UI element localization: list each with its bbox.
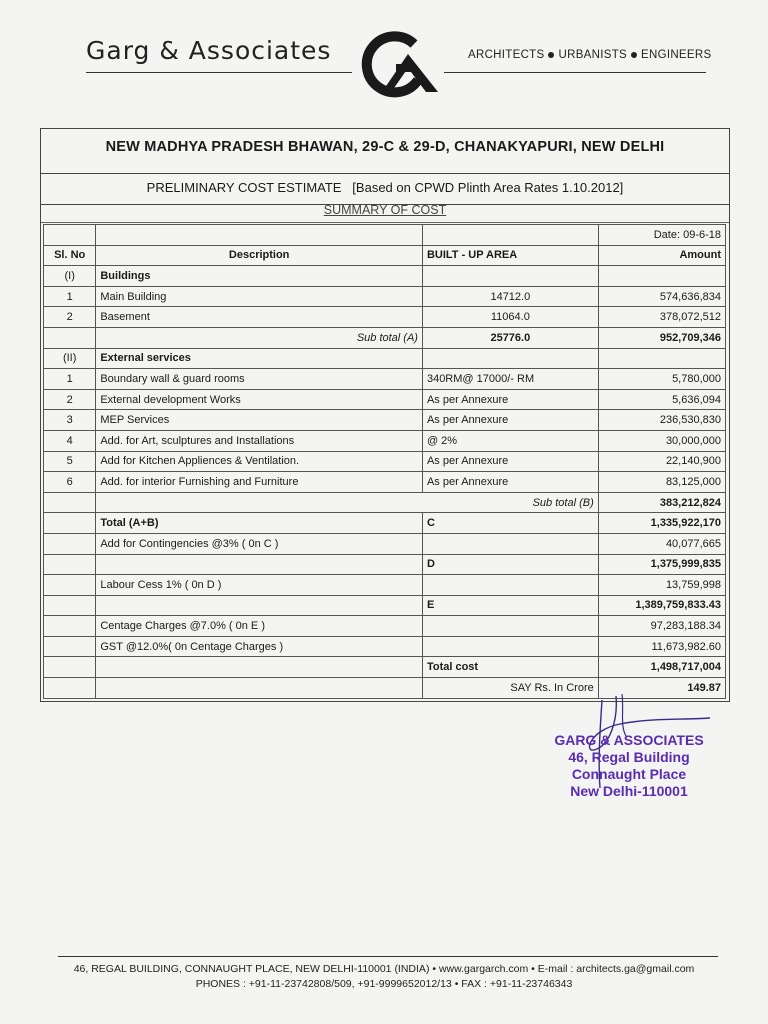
header-description: Description — [96, 245, 423, 266]
row-sl-no: 4 — [44, 430, 96, 451]
subtitle-row — [41, 174, 729, 205]
table-row — [44, 657, 726, 678]
row-amount: 1,389,759,833.43 — [598, 595, 725, 616]
estimate-subtitle: PRELIMINARY COST ESTIMATE [Based on CPWD Plinth Area Rates 1.10.2012] — [146, 180, 624, 195]
footer-address: 46, REGAL BUILDING, CONNAUGHT PLACE, NEW DELHI-110001 (INDIA) • www.gargarch.com • E-mail : architects.ga@gmail.com — [73, 963, 695, 975]
header-amount: Amount — [598, 245, 725, 266]
row-description: Boundary wall & guard rooms — [96, 369, 423, 390]
row-description: Main Building — [96, 286, 423, 307]
footer-phones: PHONES : +91-11-23742808/509, +91-9999652012/13 • FAX : +91-11-23746343 — [195, 978, 573, 990]
row-sl-no — [44, 554, 96, 575]
project-title: NEW MADHYA PRADESH BHAWAN, 29-C & 29-D, CHANAKYAPURI, NEW DELHI — [105, 139, 665, 155]
cost-table — [43, 224, 726, 699]
row-amount: 952,709,346 — [598, 327, 725, 348]
row-sl-no: 2 — [44, 307, 96, 328]
table-row — [44, 636, 726, 657]
row-sl-no: (I) — [44, 266, 96, 287]
row-built-up-area: As per Annexure — [422, 451, 598, 472]
table-row — [44, 575, 726, 596]
row-built-up-area — [422, 533, 598, 554]
header-built-up-area: BUILT - UP AREA — [422, 245, 598, 266]
row-description: Sub total (B) — [96, 492, 598, 513]
row-built-up-area: As per Annexure — [422, 389, 598, 410]
table-row — [44, 533, 726, 554]
row-description — [96, 595, 423, 616]
table-row — [44, 492, 726, 513]
row-built-up-area — [422, 348, 598, 369]
table-row — [44, 595, 726, 616]
stamp-line: Connaught Place — [571, 766, 687, 782]
table-row — [44, 430, 726, 451]
row-description: Labour Cess 1% ( 0n D ) — [96, 575, 423, 596]
row-sl-no — [44, 636, 96, 657]
table-row — [44, 286, 726, 307]
row-description: GST @12.0%( 0n Centage Charges ) — [96, 636, 423, 657]
row-description — [96, 554, 423, 575]
table-row — [44, 513, 726, 534]
title-row — [41, 129, 729, 174]
table-header-row — [44, 245, 726, 266]
table-row — [44, 307, 726, 328]
table-row — [44, 389, 726, 410]
row-sl-no — [44, 616, 96, 637]
table-row — [44, 369, 726, 390]
row-built-up-area: 14712.0 — [422, 286, 598, 307]
row-amount: 5,636,094 — [598, 389, 725, 410]
cost-estimate-sheet — [40, 128, 730, 702]
row-description: Sub total (A) — [96, 327, 423, 348]
row-built-up-area — [422, 616, 598, 637]
row-built-up-area: SAY Rs. In Crore — [422, 678, 598, 699]
table-row — [44, 616, 726, 637]
row-description: Buildings — [96, 266, 423, 287]
stamp-line: GARG & ASSOCIATES — [554, 732, 704, 748]
row-built-up-area: As per Annexure — [422, 410, 598, 431]
row-amount: 1,498,717,004 — [598, 657, 725, 678]
bullet-icon — [548, 52, 554, 58]
row-sl-no: 2 — [44, 389, 96, 410]
row-amount: 1,375,999,835 — [598, 554, 725, 575]
firm-tagline — [468, 49, 711, 61]
table-row — [44, 266, 726, 287]
row-built-up-area: D — [422, 554, 598, 575]
row-amount: 30,000,000 — [598, 430, 725, 451]
table-row — [44, 451, 726, 472]
row-amount: 383,212,824 — [598, 492, 725, 513]
row-description: Centage Charges @7.0% ( 0n E ) — [96, 616, 423, 637]
row-built-up-area: 25776.0 — [422, 327, 598, 348]
row-sl-no — [44, 575, 96, 596]
firm-stamp — [534, 732, 724, 842]
empty-cell — [44, 225, 96, 246]
table-row — [44, 348, 726, 369]
row-sl-no — [44, 595, 96, 616]
row-description: Add for Kitchen Appliences & Ventilation. — [96, 451, 423, 472]
row-sl-no — [44, 678, 96, 699]
table-row — [44, 410, 726, 431]
row-amount: 83,125,000 — [598, 472, 725, 493]
document-date: Date: 09-6-18 — [598, 225, 725, 246]
row-sl-no: 1 — [44, 369, 96, 390]
stamp-line: New Delhi-110001 — [570, 783, 688, 799]
row-description: External services — [96, 348, 423, 369]
row-built-up-area — [422, 636, 598, 657]
row-built-up-area: 11064.0 — [422, 307, 598, 328]
row-sl-no — [44, 492, 96, 513]
row-description — [96, 678, 423, 699]
footer-rule — [58, 956, 718, 957]
row-amount: 149.87 — [598, 678, 725, 699]
letterhead — [0, 0, 768, 110]
row-amount — [598, 348, 725, 369]
row-sl-no: 3 — [44, 410, 96, 431]
row-description: Add. for interior Furnishing and Furniture — [96, 472, 423, 493]
row-amount: 40,077,665 — [598, 533, 725, 554]
header-sl-no: Sl. No — [44, 245, 96, 266]
summary-rule — [41, 222, 729, 223]
row-amount: 97,283,188.34 — [598, 616, 725, 637]
row-description: Basement — [96, 307, 423, 328]
row-built-up-area: E — [422, 595, 598, 616]
row-built-up-area: C — [422, 513, 598, 534]
ga-monogram-icon — [352, 30, 444, 102]
row-built-up-area — [422, 266, 598, 287]
row-amount: 378,072,512 — [598, 307, 725, 328]
row-sl-no: 5 — [44, 451, 96, 472]
row-sl-no — [44, 513, 96, 534]
tagline-item: ENGINEERS — [641, 49, 712, 61]
row-description: External development Works — [96, 389, 423, 410]
empty-cell — [422, 225, 598, 246]
row-description: Add. for Art, sculptures and Installations — [96, 430, 423, 451]
row-description: MEP Services — [96, 410, 423, 431]
row-built-up-area: @ 2% — [422, 430, 598, 451]
row-amount: 1,335,922,170 — [598, 513, 725, 534]
row-amount: 13,759,998 — [598, 575, 725, 596]
table-row — [44, 327, 726, 348]
tagline-item: ARCHITECTS — [468, 49, 545, 61]
row-sl-no — [44, 327, 96, 348]
empty-cell — [96, 225, 423, 246]
row-sl-no: 1 — [44, 286, 96, 307]
row-built-up-area: As per Annexure — [422, 472, 598, 493]
row-sl-no — [44, 657, 96, 678]
row-amount: 5,780,000 — [598, 369, 725, 390]
row-description — [96, 657, 423, 678]
row-amount: 574,636,834 — [598, 286, 725, 307]
row-sl-no — [44, 533, 96, 554]
row-amount: 236,530,830 — [598, 410, 725, 431]
summary-heading: SUMMARY OF COST — [323, 203, 447, 217]
tagline-item: URBANISTS — [558, 49, 628, 61]
row-sl-no: 6 — [44, 472, 96, 493]
table-row — [44, 554, 726, 575]
stamp-line: 46, Regal Building — [568, 749, 690, 765]
row-sl-no: (II) — [44, 348, 96, 369]
firm-name: Garg & Associates — [86, 36, 332, 65]
row-description: Add for Contingencies @3% ( 0n C ) — [96, 533, 423, 554]
date-row — [44, 225, 726, 246]
row-built-up-area: Total cost — [422, 657, 598, 678]
row-built-up-area: 340RM@ 17000/- RM — [422, 369, 598, 390]
table-row — [44, 472, 726, 493]
row-built-up-area — [422, 575, 598, 596]
row-amount — [598, 266, 725, 287]
bullet-icon — [631, 52, 637, 58]
row-amount: 22,140,900 — [598, 451, 725, 472]
row-description: Total (A+B) — [96, 513, 423, 534]
row-amount: 11,673,982.60 — [598, 636, 725, 657]
